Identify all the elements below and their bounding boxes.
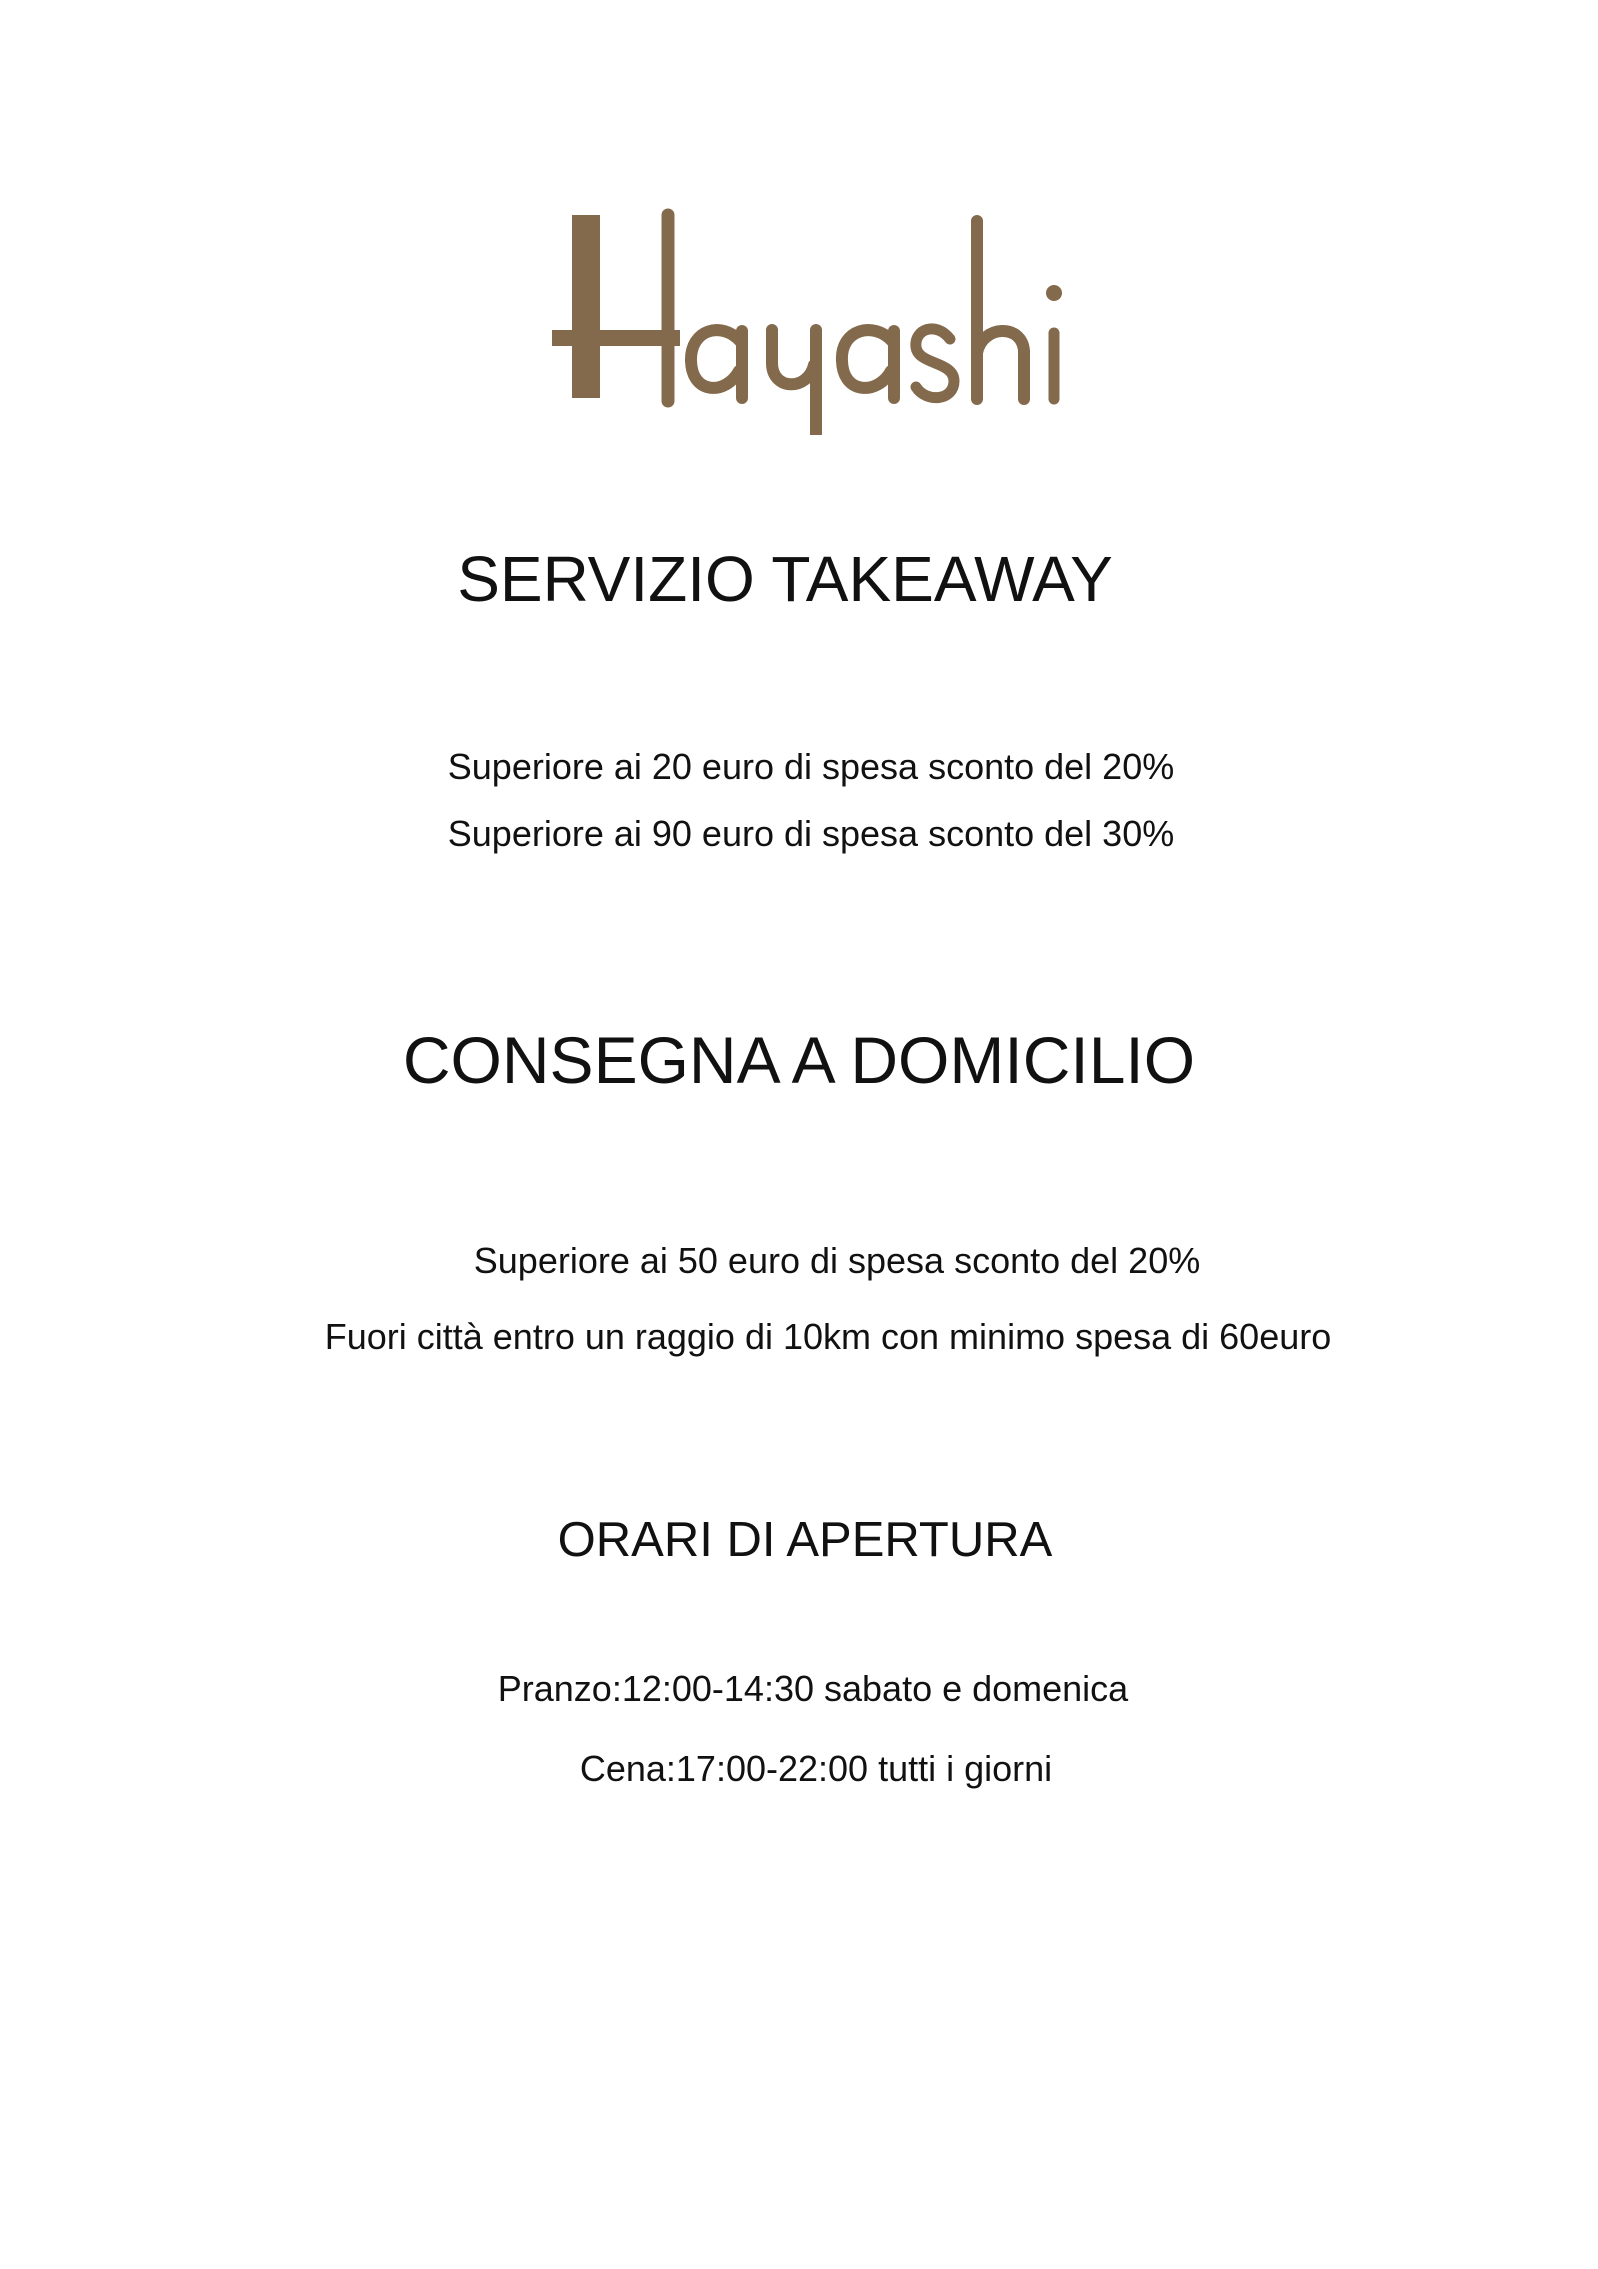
hours-dinner: Cena:17:00-22:00 tutti i giorni: [579, 1748, 1053, 1789]
delivery-line-1: Superiore ai 50 euro di spesa sconto del 20%: [473, 1240, 1201, 1281]
hayashi-logo: [540, 195, 1080, 435]
hours-lunch: Pranzo:12:00-14:30 sabato e domenica: [497, 1668, 1129, 1709]
takeaway-line-2: Superiore ai 90 euro di spesa sconto del 30%: [447, 813, 1175, 854]
delivery-line-2: Fuori città entro un raggio di 10km con minimo spesa di 60euro: [324, 1316, 1332, 1357]
hours-heading: ORARI DI APERTURA: [557, 1513, 1053, 1567]
takeaway-heading: SERVIZIO TAKEAWAY: [457, 543, 1113, 615]
takeaway-line-1: Superiore ai 20 euro di spesa sconto del 20%: [447, 746, 1175, 787]
delivery-heading: CONSEGNA A DOMICILIO: [402, 1023, 1196, 1097]
